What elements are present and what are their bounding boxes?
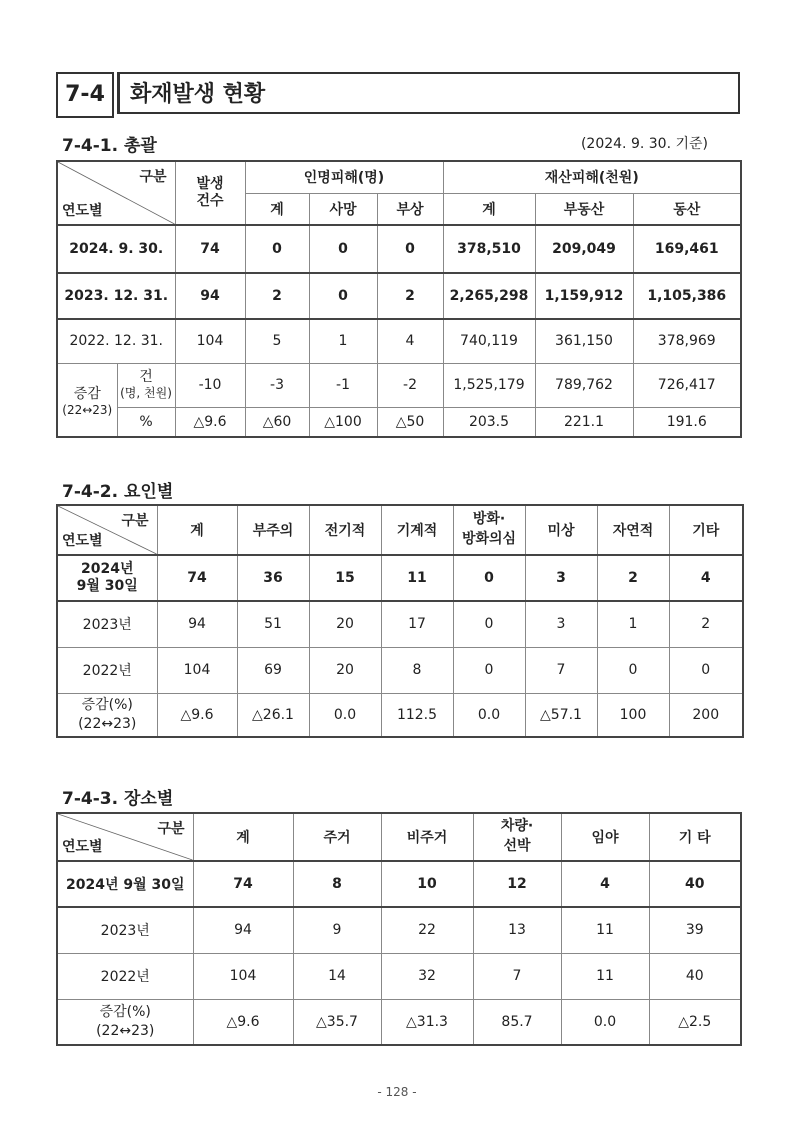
table-row: 증감(%) (22↔23) △9.6 △35.7 △31.3 85.7 0.0 △2.5 <box>57 999 741 1045</box>
section3-title: 7-4-3. 장소별 <box>62 789 174 809</box>
place-diag-header: 구분 연도별 <box>57 813 193 861</box>
column-header: 부주의 <box>237 505 309 555</box>
table-row: 2023년 94 51 20 17 0 3 1 2 <box>57 601 743 647</box>
column-header: 주거 <box>293 813 381 861</box>
diag-bottom-label: 연도별 <box>62 203 103 219</box>
table-row: 2023년 94 9 22 13 11 39 <box>57 907 741 953</box>
column-header: 임야 <box>561 813 649 861</box>
column-header: 기타 <box>669 505 743 555</box>
table-row: 2022년 104 14 32 7 11 40 <box>57 953 741 999</box>
cause-table <box>56 504 744 738</box>
diag-top-label: 구분 <box>139 169 167 185</box>
column-header: 비주거 <box>381 813 473 861</box>
section1-title: 7-4-1. 총괄 <box>62 136 157 156</box>
sub-header: 사망 <box>309 193 377 225</box>
table-row: 2023. 12. 31. 94 2 0 2 2,265,298 1,159,912 1,105,386 <box>57 273 741 319</box>
change-label-cell: 증감 (22↔23) <box>57 363 117 437</box>
cause-diag-header: 구분 연도별 <box>57 505 157 555</box>
table-row: 증감 (22↔23) 건 (명, 천원) -10 -3 -1 -2 1,525,179 789,762 726,417 <box>57 363 741 407</box>
column-header: 미상 <box>525 505 597 555</box>
column-header: 기계적 <box>381 505 453 555</box>
column-header: 계 <box>157 505 237 555</box>
summary-table <box>56 160 742 438</box>
chapter-number: 7-4 <box>56 72 114 118</box>
sub-header: 계 <box>443 193 535 225</box>
table-row: 2022년 104 69 20 8 0 7 0 0 <box>57 647 743 693</box>
summary-diag-header <box>57 161 175 225</box>
table-row: 증감(%) (22↔23) △9.6 △26.1 0.0 112.5 0.0 △57.1 100 200 <box>57 693 743 737</box>
table-row: 2024. 9. 30. 74 0 0 0 378,510 209,049 169,461 <box>57 225 741 273</box>
place-table <box>56 812 742 1046</box>
basis-date: (2024. 9. 30. 기준) <box>580 136 708 152</box>
table-row: 2024년 9월 30일 74 36 15 11 0 3 2 4 <box>57 555 743 601</box>
sub-header: 계 <box>245 193 309 225</box>
page-number: - 128 - <box>377 1085 417 1099</box>
sub-header: 부동산 <box>535 193 633 225</box>
count-label-cell: 건 (명, 천원) <box>117 363 175 407</box>
table-row: % △9.6 △60 △100 △50 203.5 221.1 191.6 <box>57 407 741 437</box>
chapter-title: 화재발생 현황 <box>117 72 740 114</box>
chapter-header <box>56 72 740 118</box>
section2-title: 7-4-2. 요인별 <box>62 482 174 502</box>
column-header: 방화· 방화의심 <box>453 505 525 555</box>
column-header: 차량· 선박 <box>473 813 561 861</box>
property-damage-header: 재산피해(천원) <box>443 161 741 193</box>
column-header: 전기적 <box>309 505 381 555</box>
human-damage-header: 인명피해(명) <box>245 161 443 193</box>
sub-header: 동산 <box>633 193 741 225</box>
column-header: 계 <box>193 813 293 861</box>
column-header: 자연적 <box>597 505 669 555</box>
table-row: 2024년 9월 30일 74 8 10 12 4 40 <box>57 861 741 907</box>
column-header: 기 타 <box>649 813 741 861</box>
occurrence-header: 발생 건수 <box>175 161 245 225</box>
table-row: 2022. 12. 31. 104 5 1 4 740,119 361,150 378,969 <box>57 319 741 363</box>
sub-header: 부상 <box>377 193 443 225</box>
